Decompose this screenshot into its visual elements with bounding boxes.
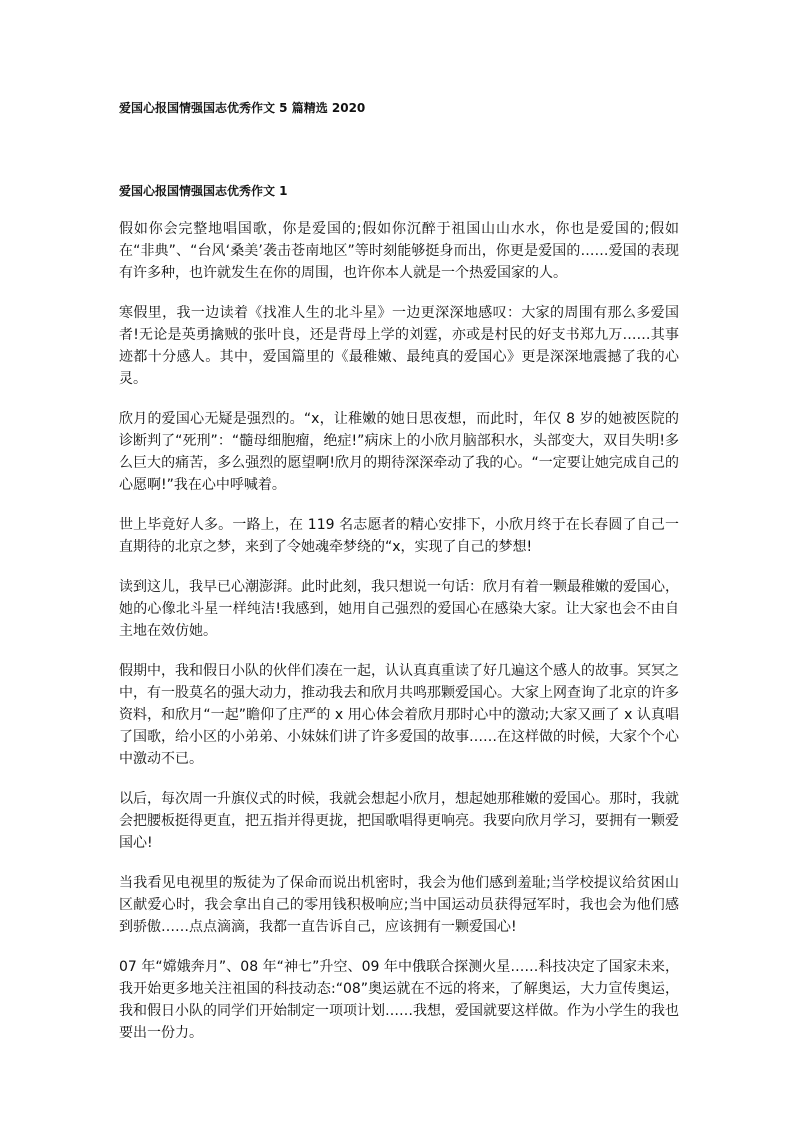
paragraph: 世上毕竟好人多。一路上，在 119 名志愿者的精心安排下，小欣月终于在长春圆了自己一直期待的北京之梦，来到了令她魂牵梦绕的“x，实现了自己的梦想! [119,517,679,555]
section-heading: 爱国心报国情强国志优秀作文 1 [119,184,288,198]
paragraph: 以后，每次周一升旗仪式的时候，我就会想起小欣月，想起她那稚嫩的爱国心。那时，我就会把腰板挺得更直，把五指并得更拢，把国歌唱得更响亮。我要向欣月学习，要拥有一颗爱国心! [119,791,679,851]
paragraph: 寒假里，我一边读着《找准人生的北斗星》一边更深深地感叹：大家的周围有那么多爱国者!无论是英勇擒贼的张叶良，还是背母上学的刘霆，亦或是村民的好支书郑九万……其事迹都十分感人。其中，爱国篇里的《最稚嫩、最纯真的爱国心》更是深深地震撼了我的心灵。 [119,305,679,387]
paragraph: 读到这儿，我早已心潮澎湃。此时此刻，我只想说一句话：欣月有着一颗最稚嫩的爱国心，她的心像北斗星一样纯洁!我感到，她用自己强烈的爱国心在感染大家。让大家也会不由自主地在效仿她。 [119,579,679,639]
paragraph: 当我看见电视里的叛徒为了保命而说出机密时，我会为他们感到羞耻;当学校提议给贫困山区献爱心时，我会拿出自己的零用钱积极响应;当中国运动员获得冠军时，我也会为他们感到骄傲……点点滴滴，我都一直告诉自己，应该拥有一颗爱国心! [119,875,679,935]
paragraph: 欣月的爱国心无疑是强烈的。“x，让稚嫩的她日思夜想，而此时，年仅 8 岁的她被医院的诊断判了“死刑”：“髓母细胞瘤，绝症!”病床上的小欣月脑部积水，头部变大，双目失明!多么巨大的痛苦，多么强烈的愿望啊!欣月的期待深深牵动了我的心。“一定要让她完成自己的心愿啊!”我在心中呼喊着。 [119,411,679,493]
paragraph: 07 年“嫦娥奔月”、08 年“神七”升空、09 年中俄联合探测火星……科技决定了国家未来，我开始更多地关注祖国的科技动态:“08”奥运就在不远的将来，了解奥运，大力宣传奥运，我和假日小队的同学们开始制定一项项计划……我想，爱国就要这样做。作为小学生的我也要出一份力。 [119,959,679,1041]
essay-body [119,218,679,1062]
paragraph: 假期中，我和假日小队的伙伴们凑在一起，认认真真重读了好几遍这个感人的故事。冥冥之中，有一股莫名的强大动力，推动我去和欣月共鸣那颗爱国心。大家上网查询了北京的许多资料，和欣月“一起”瞻仰了庄严的 x 用心体会着欣月那时心中的激动;大家又画了 x 认真唱了国歌，给小区的小弟弟、小妹妹们讲了许多爱国的故事……在这样做的时候，大家个个心中激动不已。 [119,663,679,767]
document-title: 爱国心报国情强国志优秀作文 5 篇精选 2020 [119,101,366,115]
paragraph: 假如你会完整地唱国歌，你是爱国的;假如你沉醉于祖国山山水水，你也是爱国的;假如在“非典”、“台风‘桑美’袭击苍南地区”等时刻能够挺身而出，你更是爱国的……爱国的表现有许多种，也许就发生在你的周围，也许你本人就是一个热爱国家的人。 [119,221,679,281]
